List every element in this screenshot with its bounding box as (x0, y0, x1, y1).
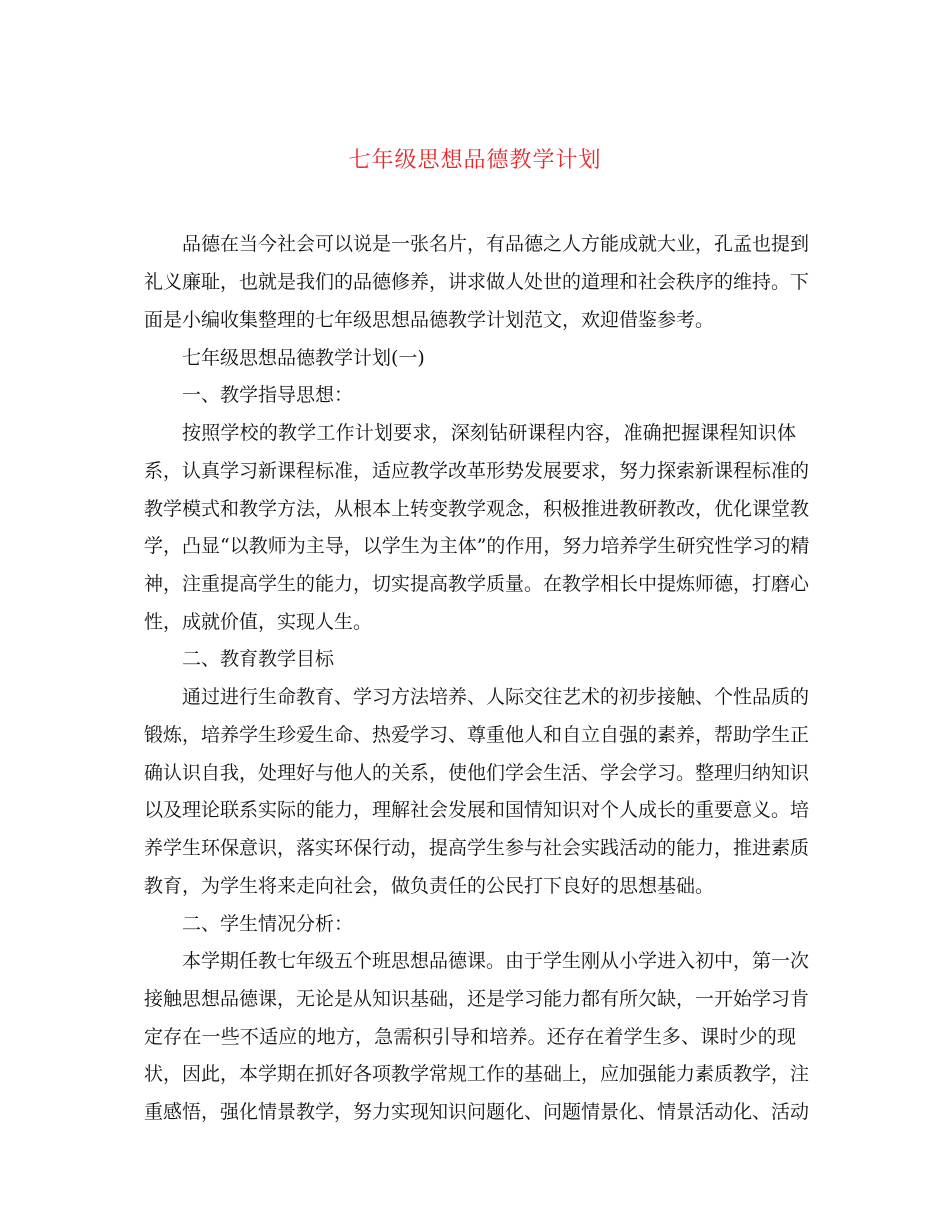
paragraph-line: 面是小编收集整理的七年级思想品德教学计划范文，欢迎借鉴参考。 (144, 309, 715, 331)
paragraph-line: 通过进行生命教育、学习方法培养、人际交往艺术的初步接触、个性品质的 (182, 686, 810, 708)
paragraph-line: 礼义廉耻，也就是我们的品德修养，讲求做人处世的道理和社会秩序的维持。下 (144, 271, 810, 293)
paragraph-line: 本学期任教七年级五个班思想品德课。由于学生刚从小学进入初中，第一次 (182, 950, 810, 972)
section-heading: 一、教学指导思想： (182, 384, 354, 406)
paragraph-line: 品德在当今社会可以说是一张名片，有品德之人方能成就大业，孔孟也提到 (182, 233, 810, 255)
paragraph-line: 系，认真学习新课程标准，适应教学改革形势发展要求，努力探索新课程标准的 (144, 460, 810, 482)
paragraph-line: 定存在一些不适应的地方，急需积引导和培养。还存在着学生多、课时少的现 (144, 1026, 796, 1048)
section-heading: 七年级思想品德教学计划(一) (182, 347, 425, 369)
paragraph-line: 教学模式和教学方法，从根本上转变教学观念，积极推进教研教改，优化课堂教 (144, 498, 810, 520)
paragraph-line: 神，注重提高学生的能力，切实提高教学质量。在教学相长中提炼师德，打磨心 (144, 573, 810, 595)
paragraph-line: 按照学校的教学工作计划要求，深刻钻研课程内容，准确把握课程知识体 (182, 422, 796, 444)
paragraph-line: 状，因此，本学期在抓好各项教学常规工作的基础上，应加强能力素质教学，注 (144, 1063, 810, 1085)
document-title: 七年级思想品德教学计划 (348, 148, 602, 173)
paragraph-line: 学，凸显“以教师为主导，以学生为主体”的作用，努力培养学生研究性学习的精 (144, 535, 810, 557)
paragraph-line: 重感悟，强化情景教学，努力实现知识问题化、问题情景化、情景活动化、活动 (144, 1101, 810, 1123)
paragraph-line: 性，成就价值，实现人生。 (144, 611, 373, 633)
paragraph-line: 以及理论联系实际的能力，理解社会发展和国情知识对个人成长的重要意义。培 (144, 799, 810, 821)
section-heading: 二、学生情况分析： (182, 913, 354, 935)
paragraph-line: 锻炼，培养学生珍爱生命、热爱学习、尊重他人和自立自强的素养，帮助学生正 (144, 724, 810, 746)
paragraph-line: 接触思想品德课，无论是从知识基础，还是学习能力都有所欠缺，一开始学习肯 (144, 988, 810, 1010)
section-heading: 二、教育教学目标 (182, 648, 335, 670)
paragraph-line: 教育，为学生将来走向社会，做负责任的公民打下良好的思想基础。 (144, 875, 715, 897)
paragraph-line: 确认识自我，处理好与他人的关系，使他们学会生活、学会学习。整理归纳知识 (144, 762, 810, 784)
paragraph-line: 养学生环保意识，落实环保行动，提高学生参与社会实践活动的能力，推进素质 (144, 837, 810, 859)
